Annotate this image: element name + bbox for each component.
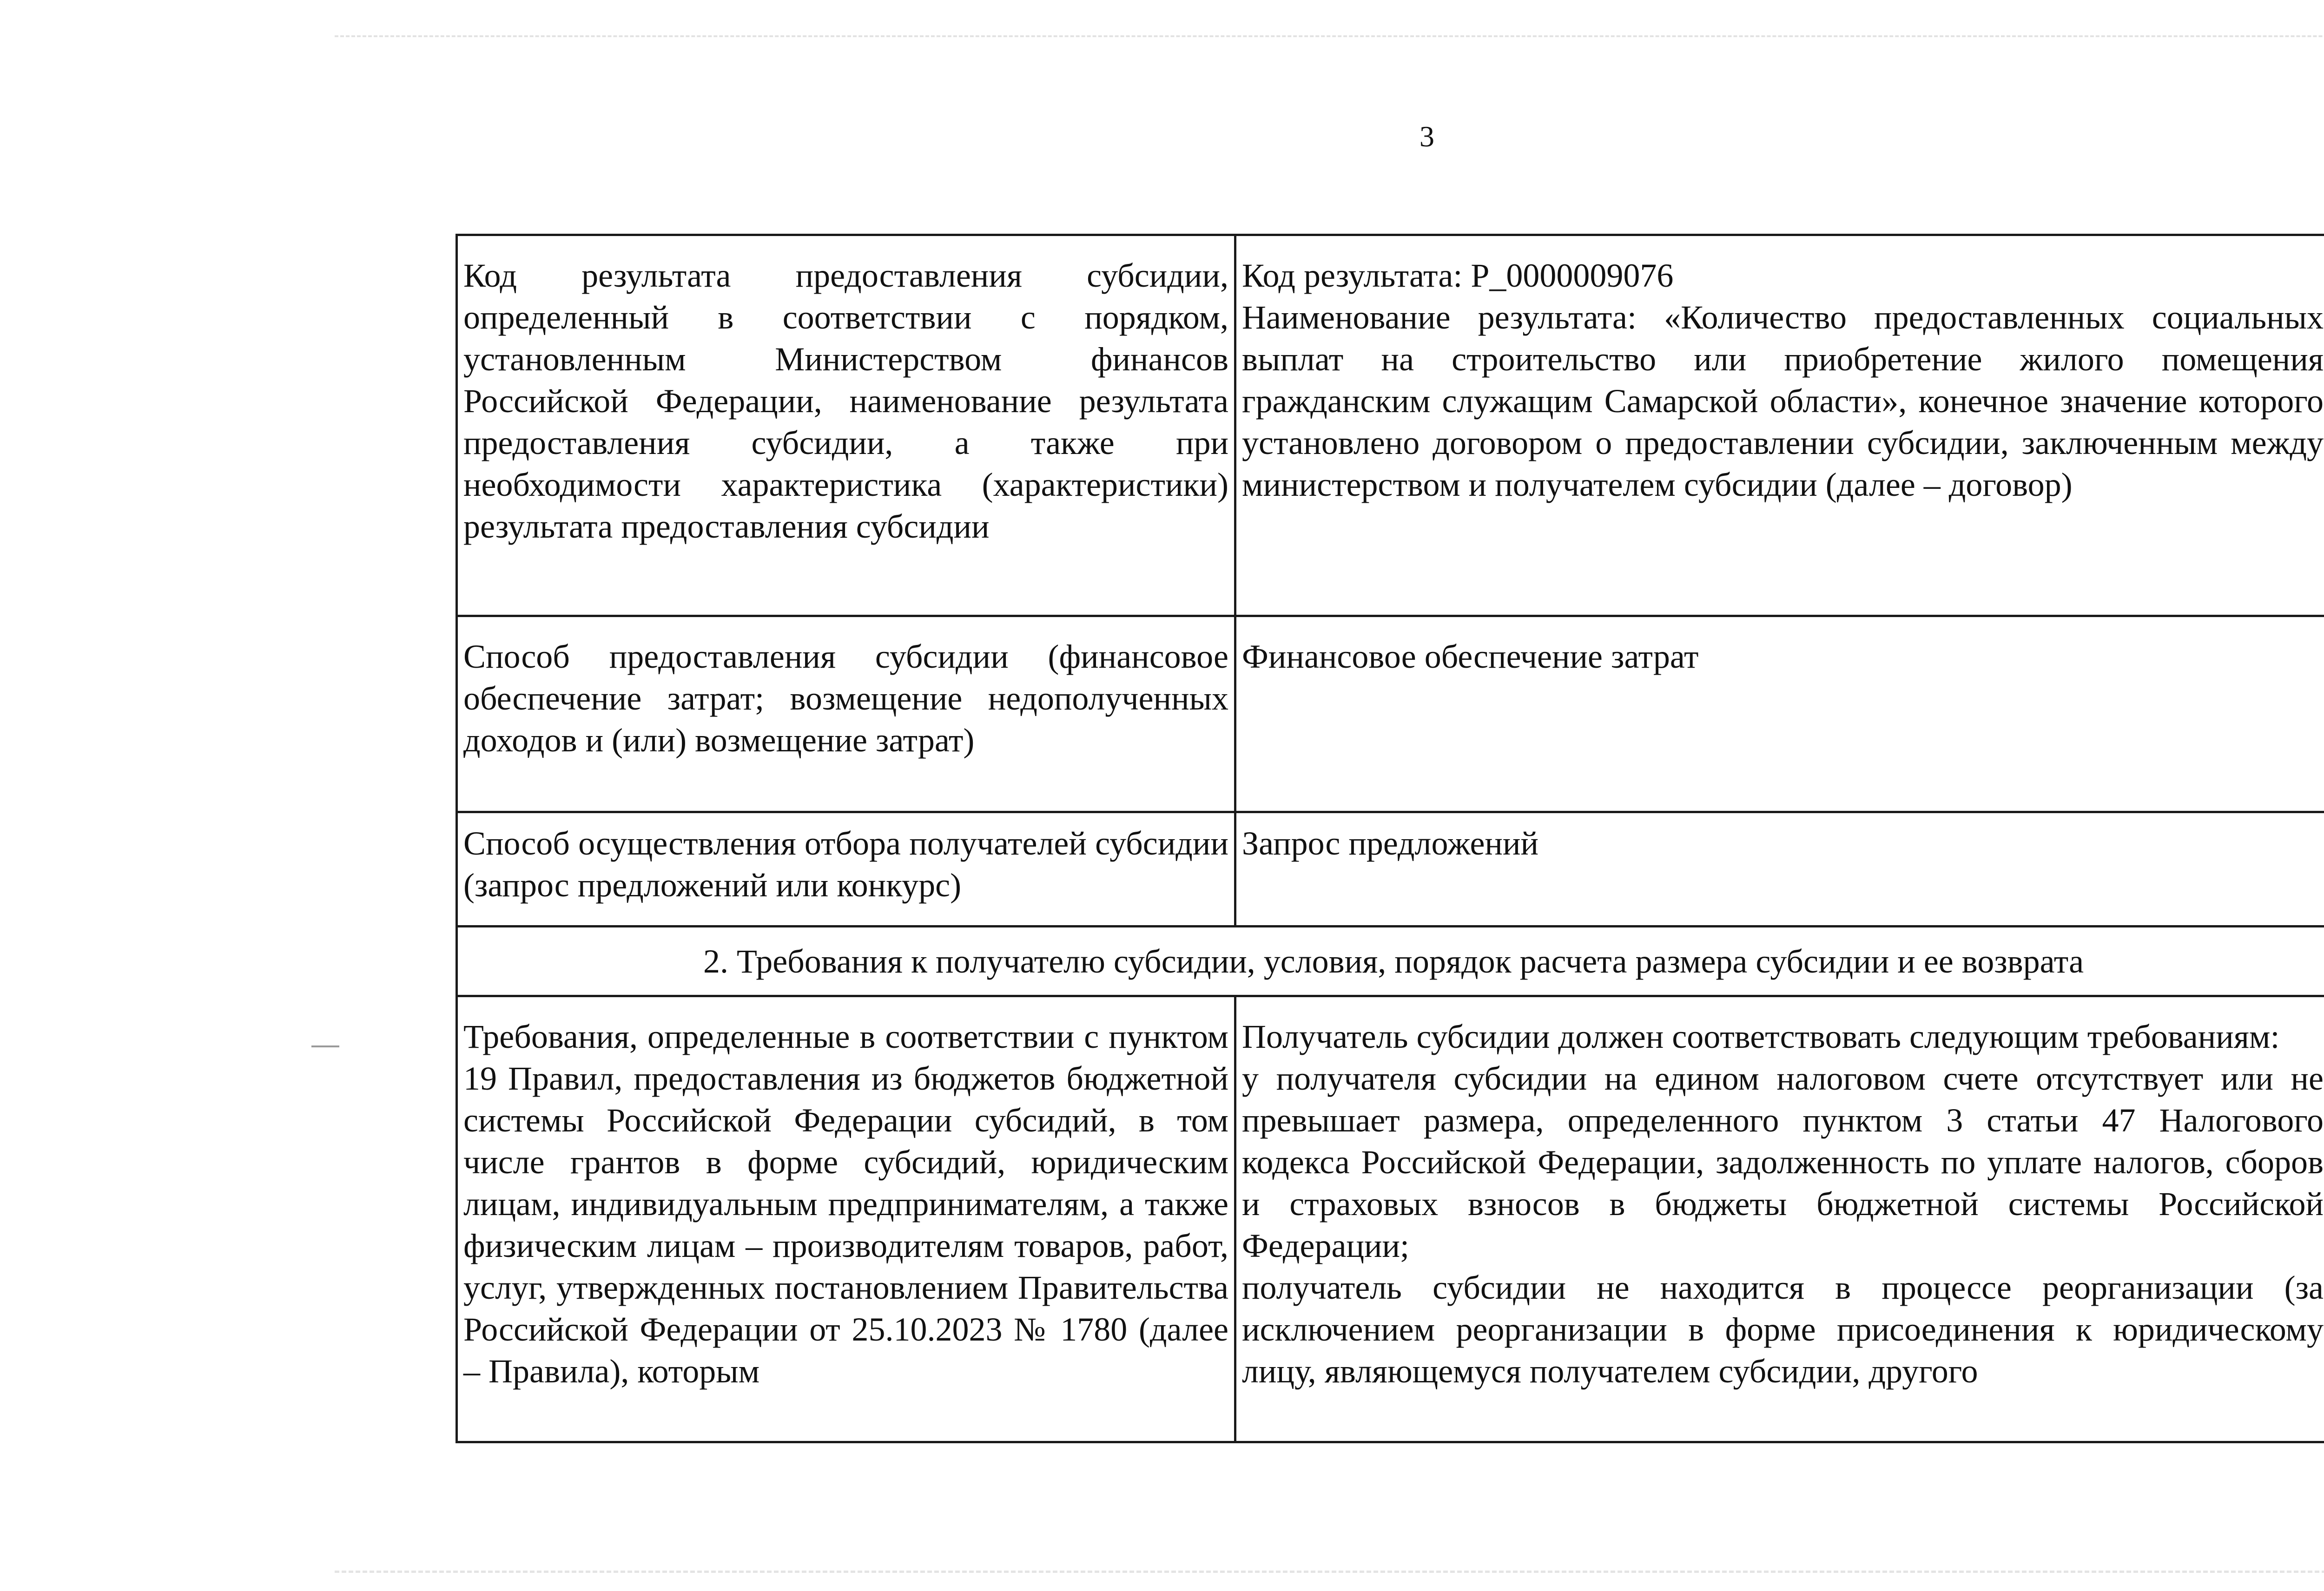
section-heading: 2. Требования к получателю субсидии, условия, порядок расчета размера субсидии и ее возврата [457, 927, 2324, 996]
table-row-requirements [457, 996, 2324, 1442]
cell-requirements-value [1235, 996, 2324, 1442]
cell-provision-method-value: Финансовое обеспечение затрат [1235, 616, 2324, 812]
subsidy-table [456, 234, 2324, 1443]
cell-provision-method-label: Способ предоставления субсидии (финансовое обеспечение затрат; возмещение недополученных доходов и (или) возмещение затрат) [457, 616, 1235, 812]
scan-artifact-top [335, 35, 2324, 37]
margin-mark [311, 1045, 339, 1047]
requirement-reorganization: получатель субсидии не находится в процессе реорганизации (за исключением реорганизации в форме присоединения к юридическому лицу, являющемуся получателем субсидии, другого [1242, 1269, 2324, 1390]
cell-result-code-label: Код результата предоставления субсидии, определенный в соответствии с порядком, установленным Министерством финансов Российской Федерации, наименование результата предоставления субсидии, а также при необходимости характеристика (характеристики) результата предоставления субсидии [457, 235, 1235, 616]
cell-requirements-label: Требования, определенные в соответствии с пунктом 19 Правил, предоставления из бюджетов бюджетной системы Российской Федерации субсидий, в том числе грантов в форме субсидий, юридическим лицам, индивидуальным предпринимателям, а также физическим лицам – производителям товаров, работ, услуг, утвержденных постановлением Правительства Российской Федерации от 25.10.2023 № 1780 (далее – Правила), которым [457, 996, 1235, 1442]
table-row-section-heading [457, 927, 2324, 996]
table-row-selection-method [457, 812, 2324, 927]
table-row-result-code [457, 235, 2324, 616]
cell-selection-method-value: Запрос предложений [1235, 812, 2324, 927]
cell-result-code-value [1235, 235, 2324, 616]
scan-artifact-bottom [335, 1571, 2324, 1573]
page-number: 3 [1419, 120, 1434, 153]
requirement-tax-debt: у получателя субсидии на едином налоговом счете отсутствует или не превышает размера, определенного пунктом 3 статьи 47 Налогового кодекса Российской Федерации, задолженность по уплате налогов, сборов и страховых взносов в бюджеты бюджетной системы Российской Федерации; [1242, 1060, 2324, 1264]
table-row-provision-method [457, 616, 2324, 812]
requirements-intro: Получатель субсидии должен соответствовать следующим требованиям: [1242, 1018, 2280, 1055]
result-code-text: Код результата: Р_0000009076 [1242, 257, 1674, 294]
cell-selection-method-label: Способ осуществления отбора получателей субсидии (запрос предложений или конкурс) [457, 812, 1235, 927]
result-name-text: Наименование результата: «Количество предоставленных социальных выплат на строительство или приобретение жилого помещения гражданским служащим Самарской области», конечное значение которого установлено договором о предоставлении субсидии, заключенным между министерством и получателем субсидии (далее – договор) [1242, 299, 2324, 503]
